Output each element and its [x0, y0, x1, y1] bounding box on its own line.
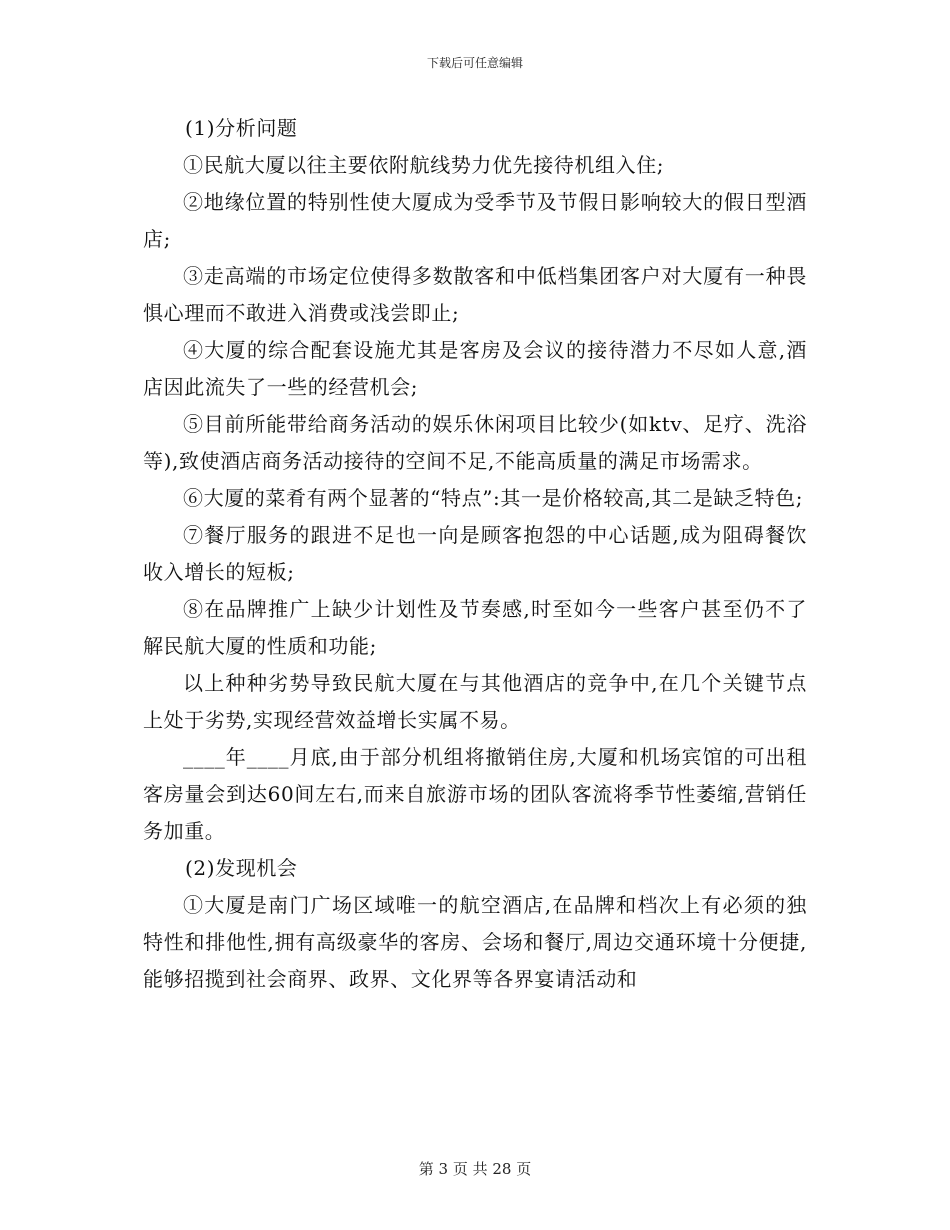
section-heading-analysis: (1)分析问题 — [185, 116, 298, 140]
paragraph-8: ⑧在品牌推广上缺少计划性及节奏感,时至如今一些客户甚至仍不了解民航大厦的性质和功能; — [143, 597, 807, 658]
paragraph-7: ⑦餐厅服务的跟进不足也一向是顾客抱怨的中心话题,成为阻碍餐饮收入增长的短板; — [143, 523, 807, 584]
paragraph-date-note: ____年____月底,由于部分机组将撤销住房,大厦和机场宾馆的可出租客房量会到达60间左右,而来自旅游市场的团队客流将季节性萎缩,营销任务加重。 — [143, 745, 807, 843]
paragraph-summary: 以上种种劣势导致民航大厦在与其他酒店的竞争中,在几个关键节点上处于劣势,实现经营效益增长实属不易。 — [143, 671, 807, 732]
paragraph-opportunity-1: ①大厦是南门广场区域唯一的航空酒店,在品牌和档次上有必须的独特性和排他性,拥有高级豪华的客房、会场和餐厅,周边交通环境十分便捷,能够招揽到社会商界、政界、文化界等各界宴请活动和 — [143, 893, 807, 991]
paragraph-4: ④大厦的综合配套设施尤其是客房及会议的接待潜力不尽如人意,酒店因此流失了一些的经营机会; — [143, 338, 807, 399]
paragraph-1: ①民航大厦以往主要依附航线势力优先接待机组入住; — [183, 153, 665, 177]
paragraph-6: ⑥大厦的菜肴有两个显著的“特点”:其一是价格较高,其二是缺乏特色; — [183, 486, 804, 510]
page-number: 第 3 页 共 28 页 — [418, 1160, 532, 1178]
paragraph-5: ⑤目前所能带给商务活动的娱乐休闲项目比较少(如ktv、足疗、洗浴等),致使酒店商务活动接待的空间不足,不能高质量的满足市场需求。 — [143, 412, 807, 473]
paragraph-3: ③走高端的市场定位使得多数散客和中低档集团客户对大厦有一种畏惧心理而不敢进入消费或浅尝即止; — [143, 264, 807, 325]
page-header-note: 下载后可任意编辑 — [426, 56, 523, 70]
document-body — [143, 110, 807, 998]
paragraph-2: ②地缘位置的特别性使大厦成为受季节及节假日影响较大的假日型酒店; — [143, 190, 807, 251]
section-heading-opportunity: (2)发现机会 — [185, 856, 298, 880]
